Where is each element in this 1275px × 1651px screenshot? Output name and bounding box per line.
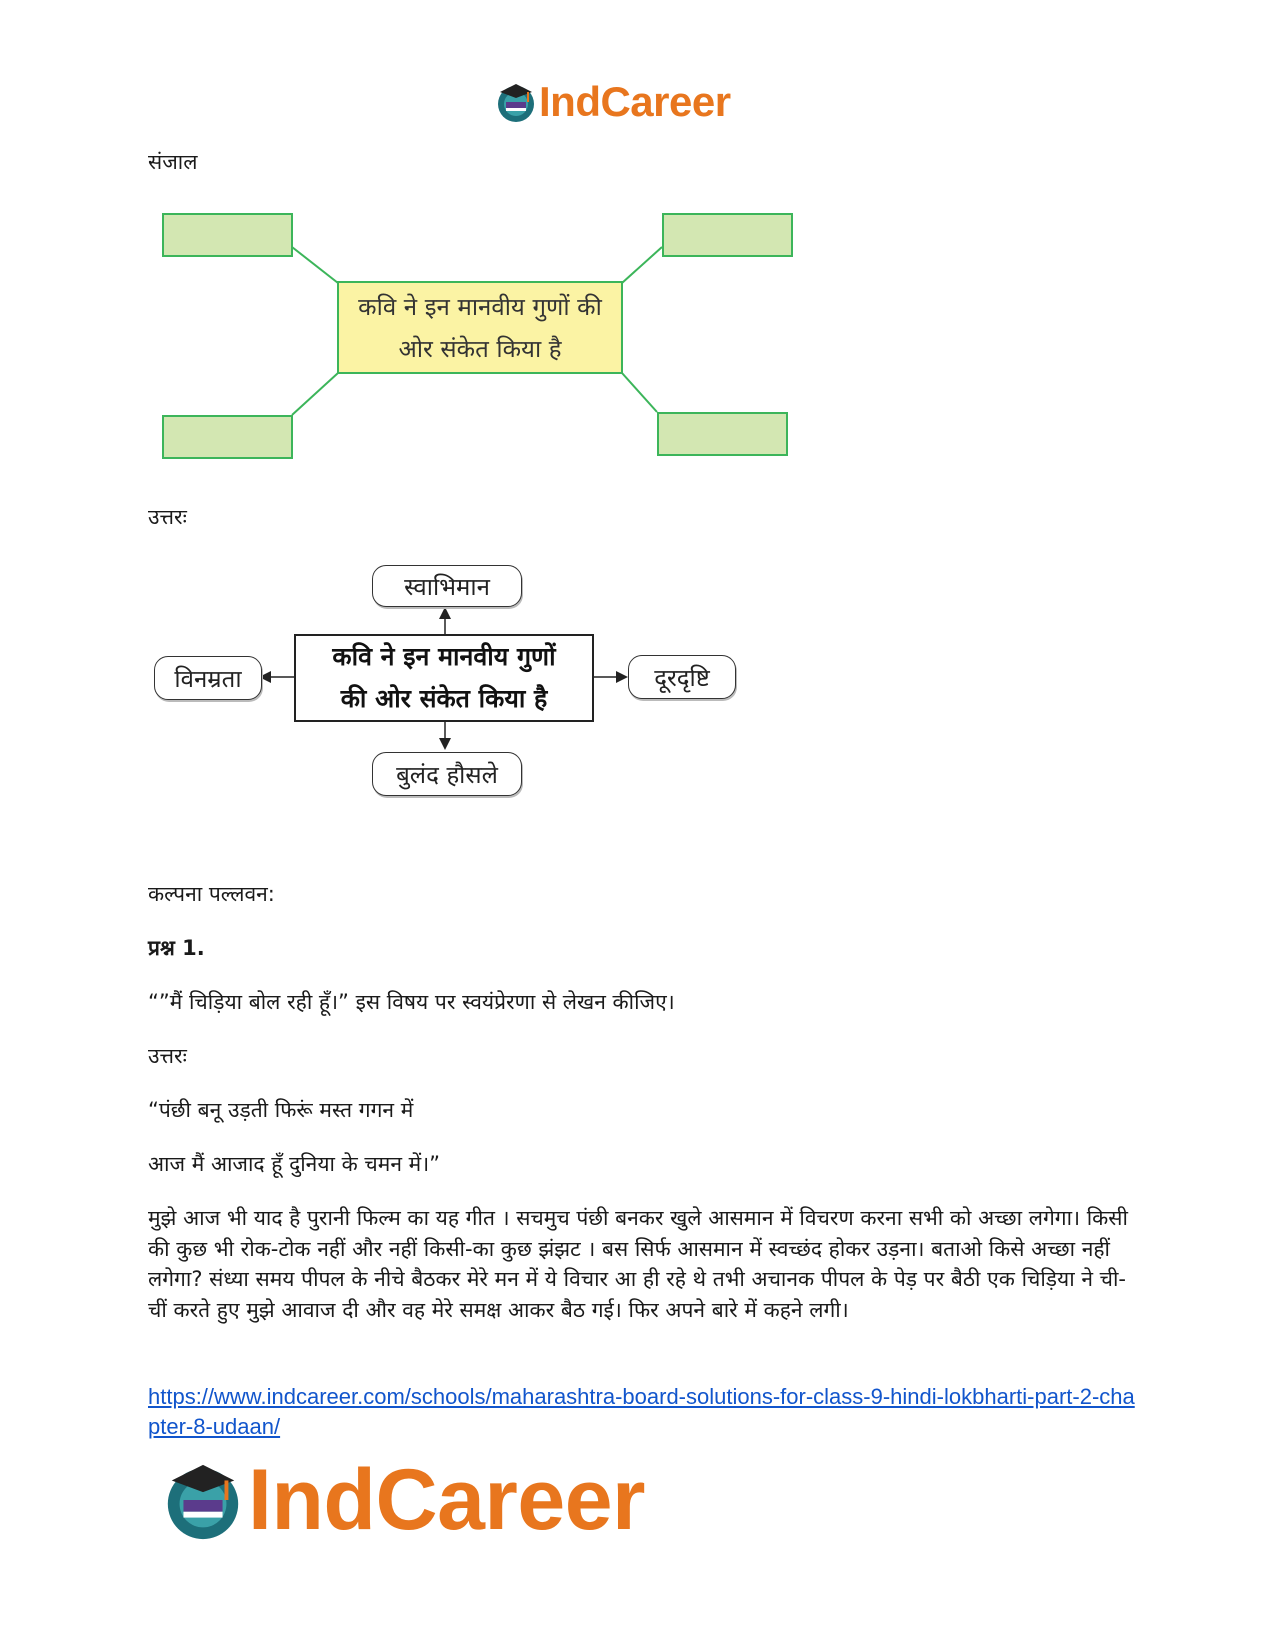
question-label: प्रश्न 1.	[148, 936, 205, 960]
answer-center-line2: की ओर संकेत किया है	[340, 684, 548, 713]
blank-box-bottom-right	[657, 412, 788, 456]
header-logo	[494, 78, 731, 126]
web-center-line1: कवि ने इन मानवीय गुणों की	[358, 292, 602, 321]
quality-right: दूरदृष्टि	[628, 655, 736, 699]
blank-box-bottom-left	[162, 415, 293, 459]
section-label: संजाल	[148, 150, 198, 174]
blank-box-top-left	[162, 213, 293, 257]
question-text: “”मैं चिड़िया बोल रही हूँ।” इस विषय पर स्वयंप्रेरणा से लेखन कीजिए।	[148, 990, 675, 1014]
poem-line-1: “पंछी बनू उड़ती फिरूं मस्त गगन में	[148, 1098, 414, 1122]
footer-logo	[160, 1451, 645, 1548]
web-center-box	[337, 281, 623, 374]
answer-center-box	[294, 634, 594, 722]
quality-left: विनम्रता	[154, 656, 262, 700]
heading-kalpana-pallavan: कल्पना पल्लवन:	[148, 882, 275, 906]
answer-label: उत्तरः	[148, 505, 187, 529]
answer-paragraph: मुझे आज भी याद है पुरानी फिल्म का यह गीत । सचमुच पंछी बनकर खुले आसमान में विचरण करना सभी को अच्छा लगेगा। किसी की कुछ भी रोक-टोक नहीं और नहीं किसी-का कुछ झंझट । बस सिर्फ आसमान में स्वच्छंद होकर उड़ना। बताओ किसे अच्छा नहीं लगेगा? संध्या समय पीपल के नीचे बैठकर मेरे मन में ये विचार आ ही रहे थे तभी अचानक पीपल के पेड़ पर बैठी एक चिड़िया ने ची-चीं करते हुए मुझे आवाज दी और वह मेरे समक्ष आकर बैठ गई। फिर अपने बारे में कहने लगी।	[148, 1206, 1128, 1322]
quality-bottom: बुलंद हौसले	[372, 752, 522, 796]
quality-top: स्वाभिमान	[372, 565, 522, 607]
graduation-globe-icon	[160, 1457, 246, 1543]
web-center-line2: ओर संकेत किया है	[398, 334, 562, 363]
graduation-globe-icon	[494, 80, 538, 124]
blank-box-top-right	[662, 213, 793, 257]
logo-text: IndCareer	[539, 78, 731, 125]
answer-web-diagram	[150, 560, 750, 805]
source-link[interactable]: https://www.indcareer.com/schools/maharashtra-board-solutions-for-class-9-hindi-lokbharti-part-2-chapter-8-udaan/	[148, 1384, 1135, 1439]
empty-web-diagram	[160, 205, 800, 465]
logo-text: IndCareer	[248, 1451, 645, 1548]
answer-label-2: उत्तरः	[148, 1044, 187, 1068]
answer-center-line1: कवि ने इन मानवीय गुणों	[332, 642, 556, 671]
poem-line-2: आज मैं आजाद हूँ दुनिया के चमन में।”	[148, 1152, 441, 1176]
